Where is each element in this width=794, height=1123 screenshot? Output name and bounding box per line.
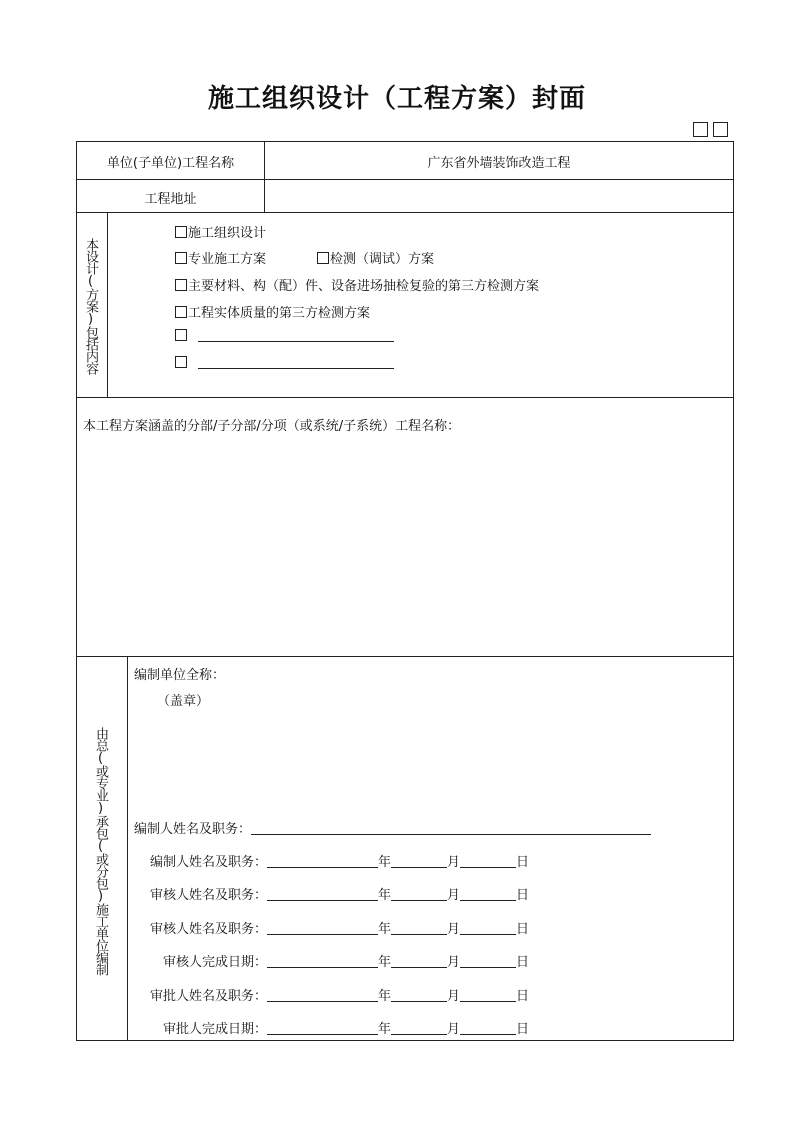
scope-label: 本工程方案涵盖的分部/子分部/分项（或系统/子系统）工程名称： (83, 419, 461, 434)
cover-form (76, 141, 734, 1041)
option-testing-plan[interactable] (317, 248, 434, 267)
day-label: 日 (516, 888, 530, 903)
signature-row (134, 918, 529, 937)
row-label: 编制人姓名及职务： (149, 855, 267, 870)
month-label: 月 (447, 855, 461, 870)
year-label: 年 (378, 1022, 392, 1037)
signature-row (134, 951, 529, 970)
blank-line[interactable] (198, 356, 394, 369)
address-label: 工程地址 (144, 192, 197, 207)
date-blank[interactable] (267, 955, 378, 968)
checkbox[interactable] (175, 279, 187, 291)
checkbox[interactable] (175, 356, 187, 368)
year-label: 年 (378, 855, 392, 870)
row-divider (77, 397, 733, 398)
signature-row (134, 985, 529, 1004)
day-label: 日 (516, 989, 530, 1004)
month-blank[interactable] (391, 922, 447, 935)
year-label: 年 (378, 922, 392, 937)
month-blank[interactable] (391, 1022, 447, 1035)
day-blank[interactable] (460, 922, 516, 935)
seal-label: （盖章） (157, 694, 210, 709)
prepare-vertical-label: 由总(或专业)承包(或分包)施工单位编制 (93, 727, 108, 975)
row-divider (77, 179, 733, 180)
page-title: 施工组织设计（工程方案）封面 (207, 84, 586, 114)
day-label: 日 (516, 855, 530, 870)
option-quality-inspection[interactable] (175, 302, 370, 321)
signature-row (134, 884, 529, 903)
day-blank[interactable] (460, 955, 516, 968)
name-title-blank[interactable] (251, 822, 651, 835)
month-label: 月 (447, 955, 461, 970)
day-blank[interactable] (460, 888, 516, 901)
signature-row (134, 851, 529, 870)
checkbox[interactable] (175, 329, 187, 341)
row-label: 审核人完成日期： (162, 955, 267, 970)
checkbox[interactable] (175, 306, 187, 318)
unit-full-name-label: 编制单位全称： (134, 668, 226, 683)
option-construction-design[interactable] (175, 222, 266, 241)
option-label: 主要材料、构（配）件、设备进场抽检复验的第三方检测方案 (188, 279, 540, 294)
name-blank[interactable] (267, 888, 378, 901)
column-divider (127, 656, 128, 1040)
row-divider (77, 656, 733, 657)
name-blank[interactable] (267, 989, 378, 1002)
code-box[interactable] (693, 122, 708, 137)
year-label: 年 (378, 955, 392, 970)
month-label: 月 (447, 1022, 461, 1037)
signature-row (134, 1018, 529, 1037)
day-blank[interactable] (460, 1022, 516, 1035)
option-blank[interactable] (175, 356, 394, 371)
day-blank[interactable] (460, 855, 516, 868)
row-label: 审核人姓名及职务： (149, 888, 267, 903)
signature-row (134, 818, 651, 837)
day-label: 日 (516, 1022, 530, 1037)
project-name-label: 单位(子单位)工程名称 (106, 156, 235, 171)
option-blank[interactable] (175, 329, 394, 344)
code-box[interactable] (713, 122, 728, 137)
day-blank[interactable] (460, 989, 516, 1002)
checkbox[interactable] (317, 252, 329, 264)
month-label: 月 (447, 989, 461, 1004)
month-blank[interactable] (391, 888, 447, 901)
row-label: 审批人完成日期： (162, 1022, 267, 1037)
year-label: 年 (378, 888, 392, 903)
checkbox[interactable] (175, 226, 187, 238)
row-label: 审批人姓名及职务： (149, 989, 267, 1004)
month-blank[interactable] (391, 955, 447, 968)
blank-line[interactable] (198, 329, 394, 342)
code-boxes (693, 122, 728, 137)
row-label: 审核人姓名及职务： (149, 922, 267, 937)
contents-vertical-label: 本设计(方案)包括内容 (83, 238, 98, 374)
name-blank[interactable] (267, 922, 378, 935)
name-blank[interactable] (267, 855, 378, 868)
option-label: 检测（调试）方案 (330, 252, 435, 267)
month-blank[interactable] (391, 989, 447, 1002)
day-label: 日 (516, 922, 530, 937)
option-label: 施工组织设计 (188, 226, 267, 241)
date-blank[interactable] (267, 1022, 378, 1035)
month-blank[interactable] (391, 855, 447, 868)
option-label: 专业施工方案 (188, 252, 267, 267)
option-special-plan[interactable] (175, 248, 266, 267)
year-label: 年 (378, 989, 392, 1004)
option-material-inspection[interactable] (175, 275, 539, 294)
option-label: 工程实体质量的第三方检测方案 (188, 306, 371, 321)
column-divider (107, 212, 108, 397)
project-name-value[interactable]: 广东省外墙装饰改造工程 (427, 156, 571, 171)
row-divider (77, 212, 733, 213)
month-label: 月 (447, 922, 461, 937)
month-label: 月 (447, 888, 461, 903)
checkbox[interactable] (175, 252, 187, 264)
row-label: 编制人姓名及职务： (134, 822, 252, 837)
day-label: 日 (516, 955, 530, 970)
